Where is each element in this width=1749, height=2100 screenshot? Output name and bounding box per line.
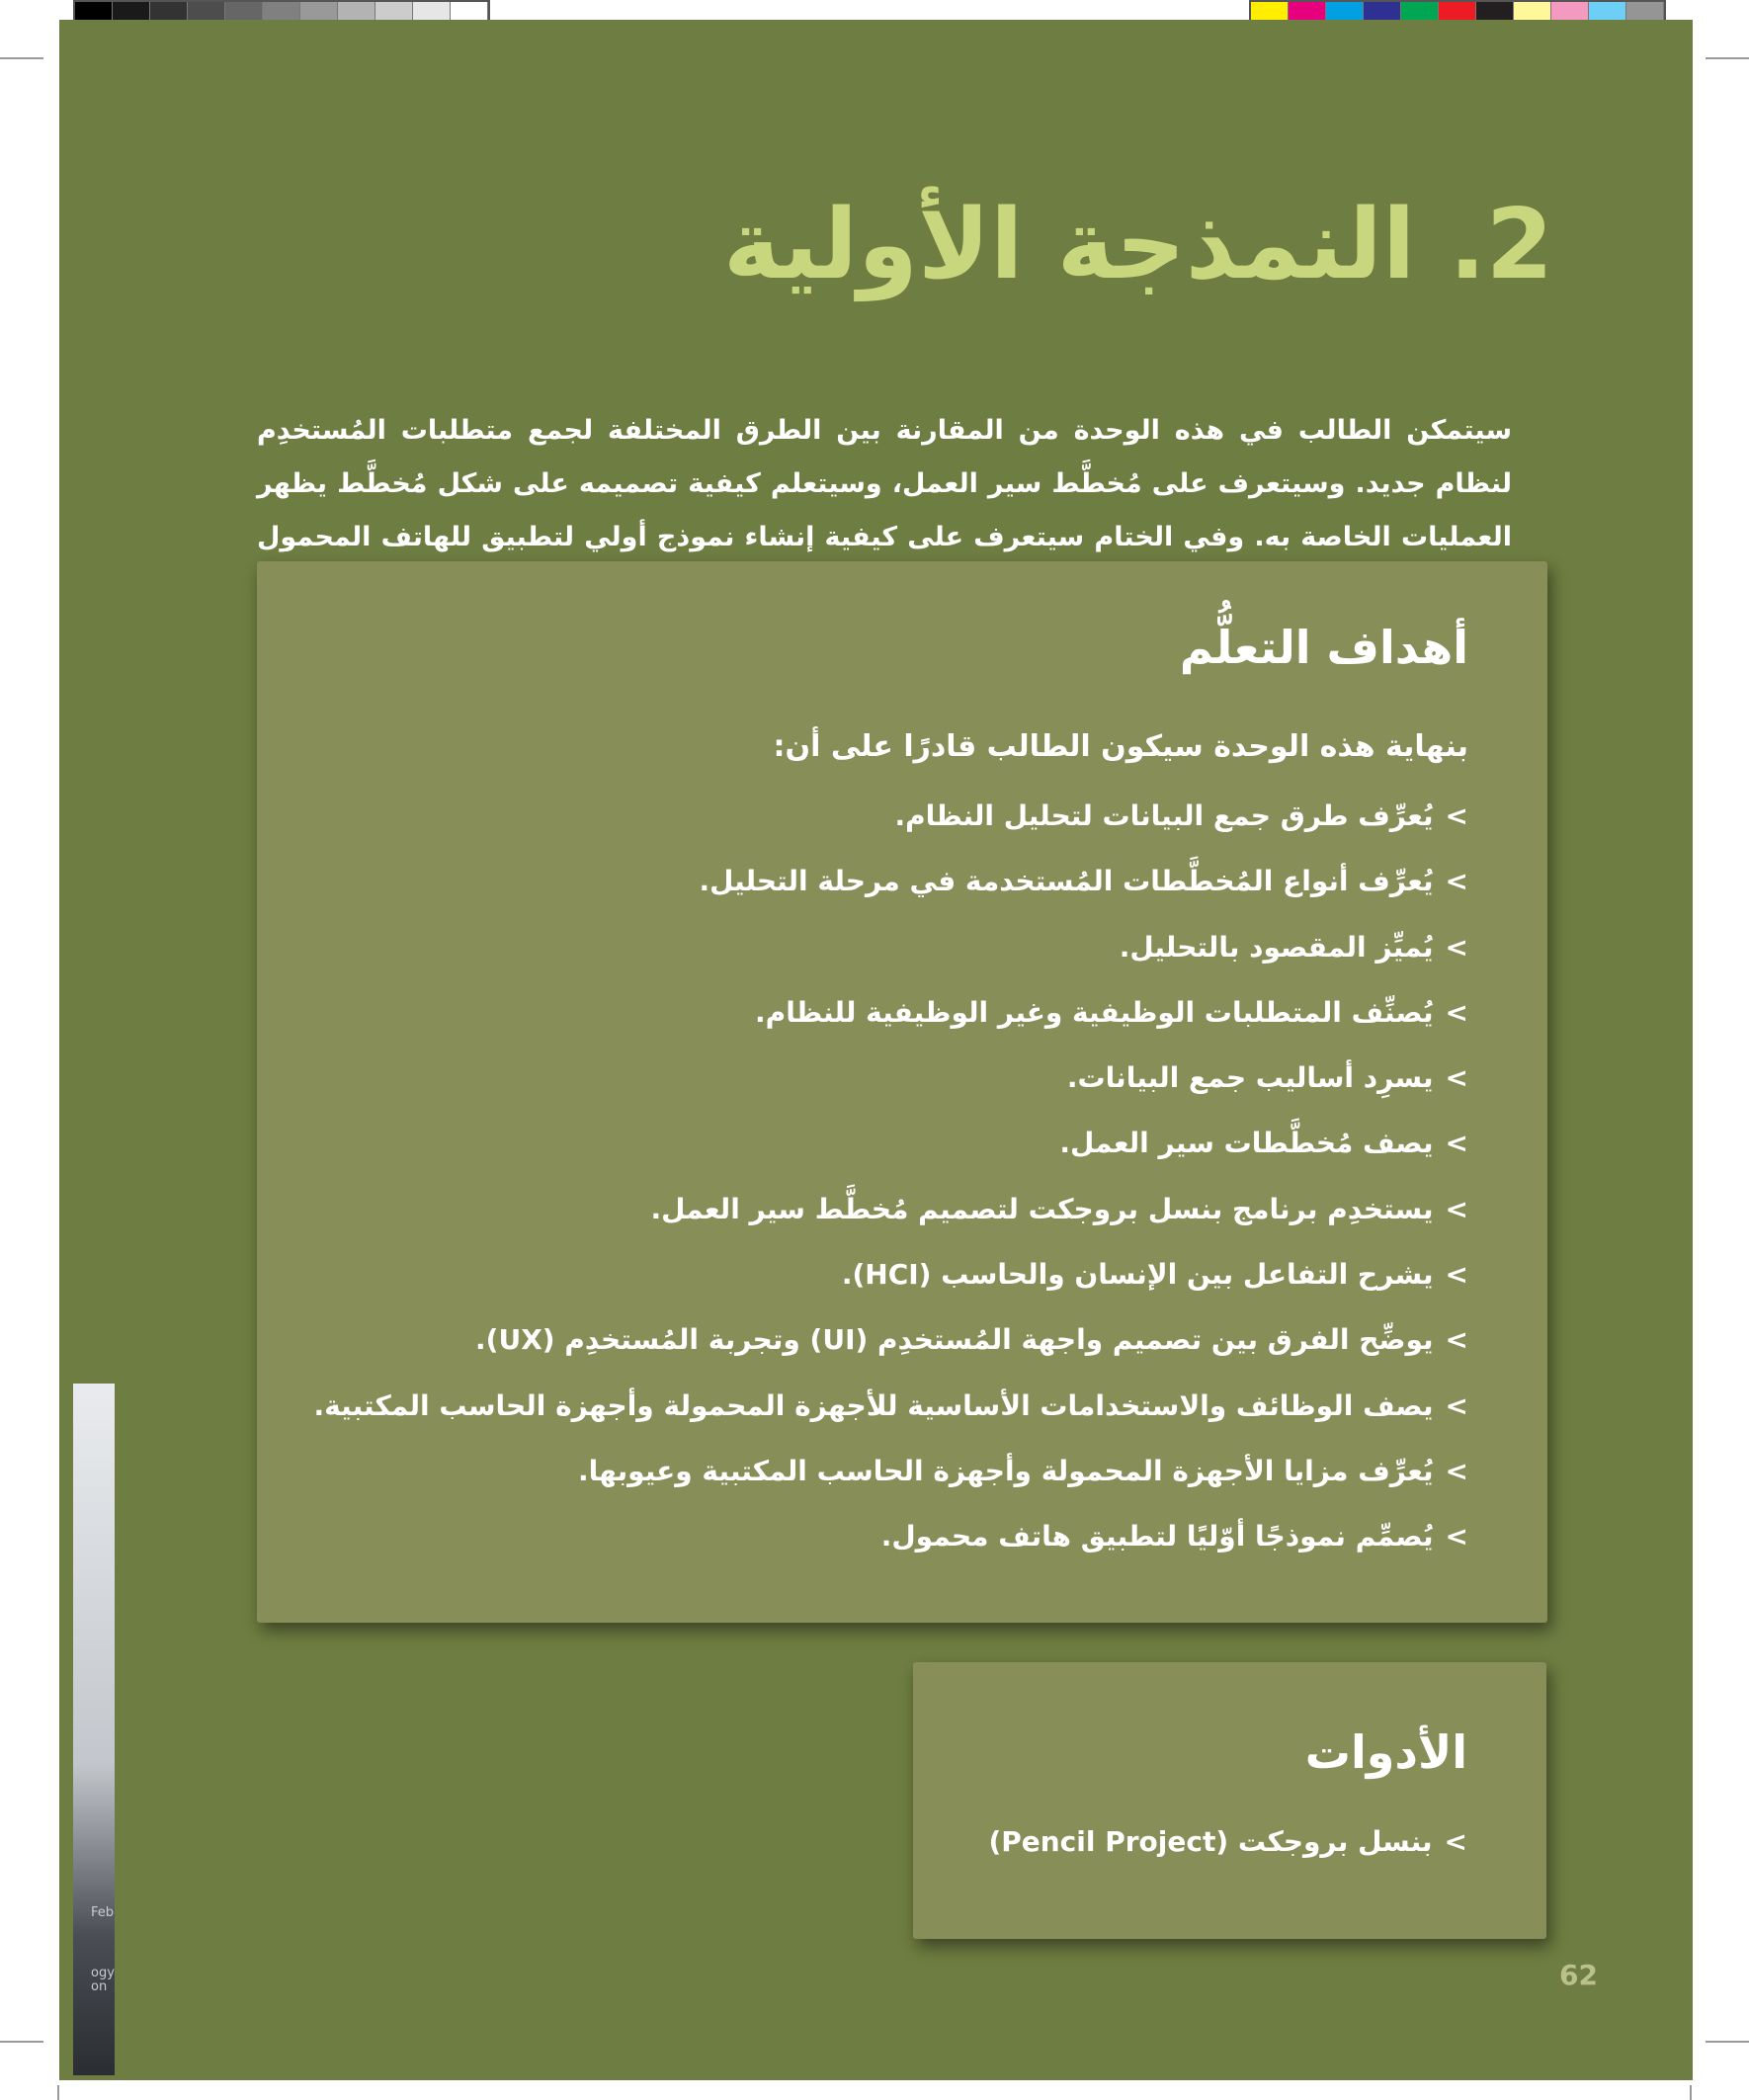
list-item xyxy=(314,1504,1468,1569)
book-page xyxy=(59,20,1693,2080)
intro-paragraph: سيتمكن الطالب في هذه الوحدة من المقارنة بين الطرق المختلفة لجمع متطلبات المُستخدِم لنظام جديد. وسيتعرف على مُخطَّط سير العمل، وسيتعلم كيفية تصميمه على شكل مُخطَّط يظهر العمليات الخاصة به. وفي الختام سيتعرف على كيفية إنشاء نموذج أولي لتطبيق للهاتف المحمول xyxy=(257,415,1512,552)
bullet-arrow-icon: > xyxy=(1445,930,1468,964)
objective-text: يسرِد أساليب جمع البيانات. xyxy=(1066,1061,1434,1095)
bullet-arrow-icon: > xyxy=(1445,995,1468,1029)
objective-text: يُعرِّف طرق جمع البيانات لتحليل النظام. xyxy=(894,799,1434,832)
tools-list xyxy=(988,1812,1467,1872)
crop-mark xyxy=(0,2041,43,2043)
strip-label-word: ogy on xyxy=(91,1966,115,1994)
learning-goals-list xyxy=(314,784,1468,1570)
objective-text: يُصمِّم نموذجًا أوّليًا لتطبيق هاتف محمول. xyxy=(880,1520,1434,1554)
bullet-arrow-icon: > xyxy=(1445,1192,1468,1225)
objective-text: يصف مُخطَّطات سير العمل. xyxy=(1059,1127,1434,1160)
objective-text: يصف الوظائف والاستخدامات الأساسية للأجهزة المحمولة وأجهزة الحاسب المكتبية. xyxy=(313,1388,1434,1422)
bullet-arrow-icon: > xyxy=(1444,1825,1467,1858)
bullet-arrow-icon: > xyxy=(1445,1127,1468,1160)
list-item xyxy=(314,915,1468,980)
list-item xyxy=(314,1046,1468,1111)
learning-goals-lead: بنهاية هذه الوحدة سيكون الطالب قادرًا على أن: xyxy=(773,729,1468,764)
objective-text: يستخدِم برنامج بنسل بروجكت لتصميم مُخطَّط سير العمل. xyxy=(650,1192,1434,1225)
crop-mark xyxy=(1706,57,1749,59)
bullet-arrow-icon: > xyxy=(1445,799,1468,832)
tools-heading: الأدوات xyxy=(1304,1725,1467,1779)
bullet-arrow-icon: > xyxy=(1445,1061,1468,1095)
learning-goals-heading: أهداف التعلُّم xyxy=(1179,621,1468,674)
list-item xyxy=(314,849,1468,914)
objective-text: يُعرِّف أنواع المُخطَّطات المُستخدمة في مرحلة التحليل. xyxy=(699,865,1434,898)
bullet-arrow-icon: > xyxy=(1445,1258,1468,1292)
bullet-arrow-icon: > xyxy=(1445,1454,1468,1487)
list-item xyxy=(988,1812,1467,1872)
tools-box xyxy=(913,1662,1546,1939)
learning-goals-box xyxy=(257,561,1547,1623)
adjacent-page-strip xyxy=(73,1384,115,2075)
list-item xyxy=(314,1242,1468,1307)
crop-mark xyxy=(1690,2085,1692,2100)
crop-mark xyxy=(57,2085,59,2100)
section-title: 2. النمذجة الأولية xyxy=(722,189,1553,301)
bullet-arrow-icon: > xyxy=(1445,1520,1468,1554)
strip-label-month: Feb xyxy=(91,1905,115,1920)
bullet-arrow-icon: > xyxy=(1445,1388,1468,1422)
objective-text: يُميِّز المقصود بالتحليل. xyxy=(1119,930,1434,964)
crop-mark xyxy=(1706,2041,1749,2043)
list-item xyxy=(314,1111,1468,1176)
list-item xyxy=(314,1307,1468,1373)
list-item xyxy=(314,980,1468,1046)
page-number: 62 xyxy=(1559,1959,1598,1991)
objective-text: يُعرِّف مزايا الأجهزة المحمولة وأجهزة الحاسب المكتبية وعيوبها. xyxy=(578,1454,1434,1487)
bullet-arrow-icon: > xyxy=(1445,1323,1468,1357)
bullet-arrow-icon: > xyxy=(1445,865,1468,898)
objective-text: يُصنِّف المتطلبات الوظيفية وغير الوظيفية للنظام. xyxy=(755,995,1434,1029)
list-item xyxy=(314,784,1468,849)
crop-mark xyxy=(0,57,43,59)
tool-text: بنسل بروجكت (Pencil Project) xyxy=(988,1825,1433,1858)
objective-text: يشرح التفاعل بين الإنسان والحاسب (HCI). xyxy=(841,1258,1434,1292)
list-item xyxy=(314,1439,1468,1504)
list-item xyxy=(314,1177,1468,1242)
objective-text: يوضِّح الفرق بين تصميم واجهة المُستخدِم (UI) وتجربة المُستخدِم (UX). xyxy=(475,1323,1434,1357)
list-item xyxy=(314,1374,1468,1439)
